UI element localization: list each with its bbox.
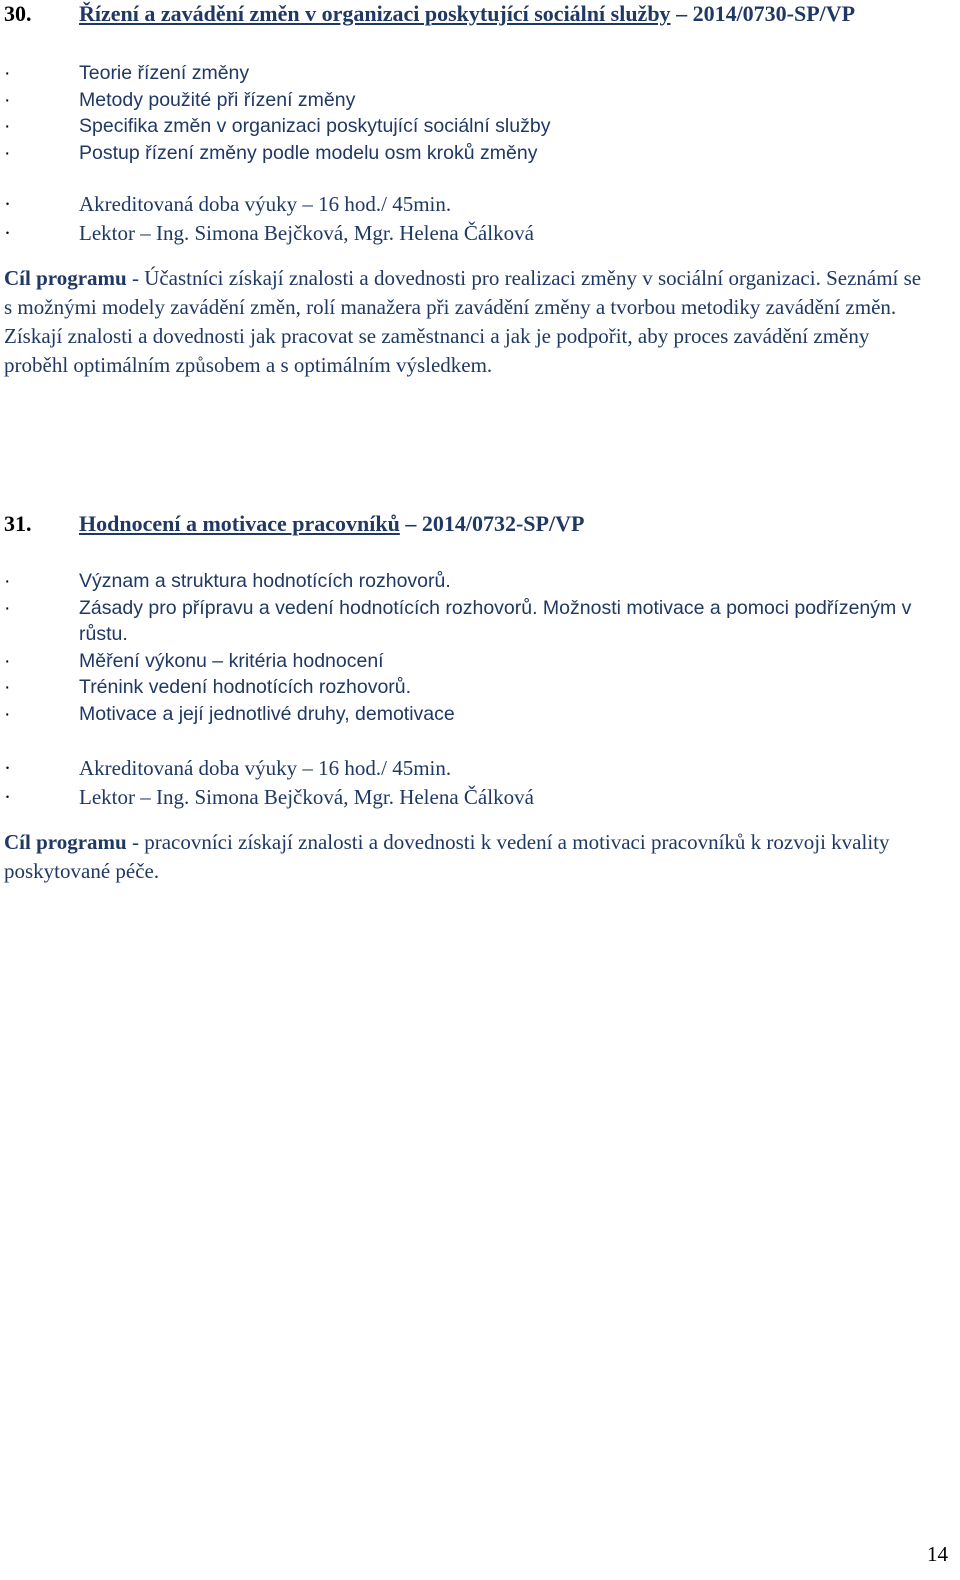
meta-item-hours	[4, 754, 934, 783]
goal-text: - pracovníci získají znalosti a dovednosti k vedení a motivaci pracovníků k rozvoji kvality poskytované péče.	[4, 830, 890, 883]
meta-item-hours	[4, 190, 934, 219]
topic-item	[4, 595, 934, 648]
title-dash: –	[399, 511, 422, 536]
bullet-icon: ·	[4, 88, 11, 111]
program-goal	[4, 828, 934, 886]
topic-text: Měření výkonu – kritéria hodnocení	[79, 649, 384, 672]
meta-text: Lektor – Ing. Simona Bejčková, Mgr. Helena Čálková	[79, 221, 534, 245]
topic-text: Trénink vedení hodnotících rozhovorů.	[79, 676, 412, 698]
program-goal	[4, 264, 934, 380]
course-meta-list	[4, 190, 934, 248]
topic-text: Metody použité při řízení změny	[79, 88, 356, 111]
section-title	[79, 510, 934, 538]
topic-item	[4, 648, 934, 675]
bullet-icon: ·	[4, 649, 11, 672]
section-number: 30.	[4, 1, 32, 26]
course-section-30	[4, 0, 934, 380]
topic-item	[4, 568, 934, 595]
topic-text: Postup řízení změny podle modelu osm kroků změny	[79, 141, 538, 164]
bullet-icon: ·	[4, 192, 11, 216]
topic-list	[4, 568, 934, 727]
bullet-icon: ·	[4, 785, 11, 809]
meta-text: Akreditovaná doba výuky – 16 hod./ 45min.	[79, 192, 452, 216]
bullet-icon: ·	[4, 62, 11, 84]
section-title-text: Řízení a zavádění změn v organizaci poskytující sociální služby	[79, 1, 671, 26]
course-code: 2014/0730-SP/VP	[692, 1, 856, 26]
bullet-icon: ·	[4, 756, 11, 780]
meta-text: Akreditovaná doba výuky – 16 hod./ 45min.	[79, 756, 452, 780]
topic-item	[4, 701, 934, 728]
meta-item-lecturer	[4, 783, 934, 812]
topic-item	[4, 674, 934, 701]
bullet-icon: ·	[4, 596, 11, 619]
meta-text: Lektor – Ing. Simona Bejčková, Mgr. Helena Čálková	[79, 785, 534, 809]
meta-item-lecturer	[4, 219, 934, 248]
goal-label: Cíl programu	[4, 830, 127, 854]
course-section-31	[4, 510, 934, 886]
page-number: 14	[927, 1542, 948, 1566]
bullet-icon: ·	[4, 221, 11, 245]
topic-text: Zásady pro přípravu a vedení hodnotících rozhovorů. Možnosti motivace a pomoci podřízeným v růstu.	[79, 596, 912, 645]
section-title-text: Hodnocení a motivace pracovníků	[79, 511, 400, 536]
bullet-icon: ·	[4, 141, 11, 164]
topic-text: Teorie řízení změny	[79, 62, 250, 84]
topic-text: Význam a struktura hodnotících rozhovorů.	[79, 570, 451, 592]
topic-text: Motivace a její jednotlivé druhy, demotivace	[79, 702, 455, 725]
topic-item	[4, 87, 934, 114]
section-title	[79, 0, 934, 28]
topic-item	[4, 113, 934, 140]
goal-text: - Účastníci získají znalosti a dovednosti pro realizaci změny v sociální organizaci. Seznámí se s možnými modely zavádění změn, rolí manažera při zavádění změny a tvorbou metodiky zavádění změn. Získají znalosti a dovednosti jak pracovat se zaměstnanci a jak je podpořit, aby proces zavádění změny proběhl optimálním způsobem a s optimálním výsledkem.	[4, 266, 922, 377]
course-meta-list	[4, 754, 934, 812]
topic-list	[4, 60, 934, 166]
title-dash: –	[670, 1, 693, 26]
topic-text: Specifika změn v organizaci poskytující sociální služby	[79, 115, 551, 137]
goal-label: Cíl programu	[4, 266, 127, 290]
section-number: 31.	[4, 511, 32, 536]
topic-item	[4, 60, 934, 87]
section-heading	[4, 510, 934, 538]
bullet-icon: ·	[4, 115, 11, 137]
bullet-icon: ·	[4, 702, 11, 725]
section-heading	[4, 0, 934, 28]
course-code: 2014/0732-SP/VP	[421, 511, 585, 536]
bullet-icon: ·	[4, 676, 11, 698]
bullet-icon: ·	[4, 570, 11, 592]
topic-item	[4, 140, 934, 167]
